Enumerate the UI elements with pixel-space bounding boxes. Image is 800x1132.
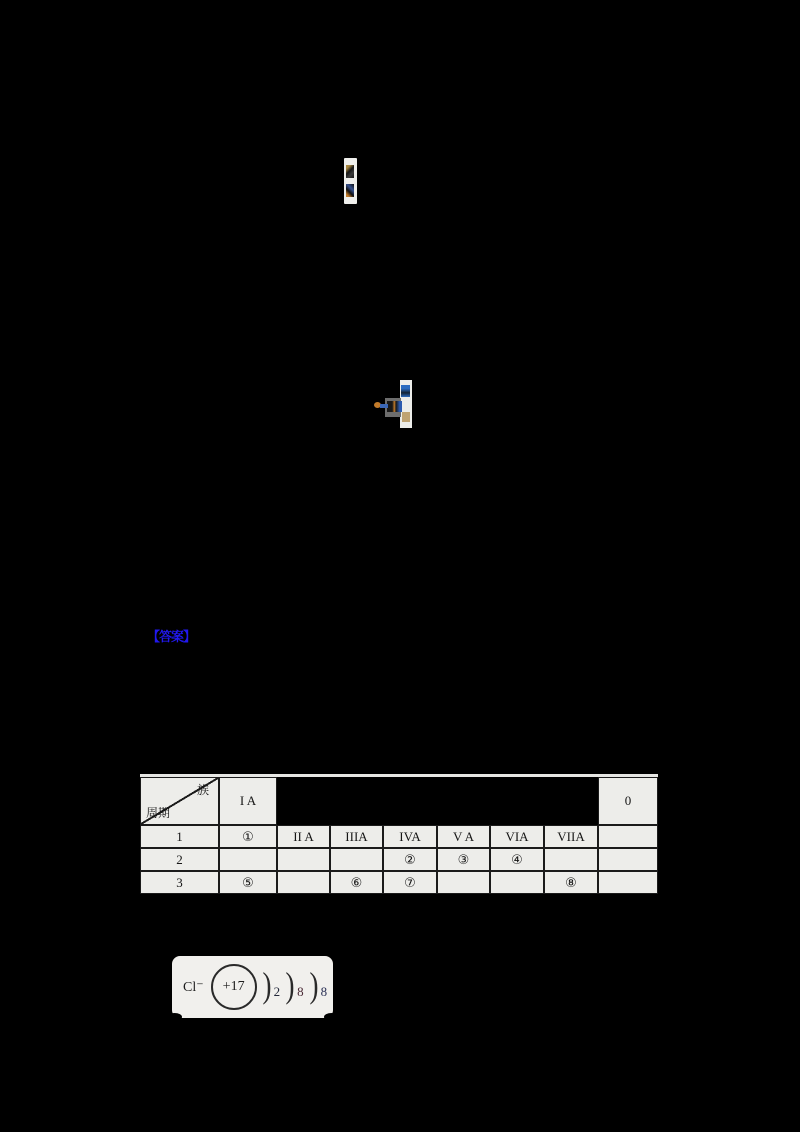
table-corner-cell xyxy=(140,777,219,825)
family-label: 族 xyxy=(196,783,209,797)
illegible-glyph xyxy=(387,401,402,412)
shell-electron-count: 8 xyxy=(297,984,304,999)
illegible-glyph xyxy=(346,184,354,197)
text-artifact xyxy=(167,1013,182,1021)
table-cell xyxy=(277,871,330,894)
table-cell: ⑥ xyxy=(330,871,383,894)
table-cell: ③ xyxy=(437,848,490,871)
period-row-label: 3 xyxy=(140,871,219,894)
illegible-glyph xyxy=(402,412,410,422)
header-gap xyxy=(277,777,598,825)
inline-formula-image xyxy=(344,158,357,204)
table-cell: II A xyxy=(277,825,330,848)
table-cell xyxy=(219,848,277,871)
nucleus-circle xyxy=(211,964,257,1010)
table-cell xyxy=(437,871,490,894)
table-cell xyxy=(490,871,544,894)
blue-dash xyxy=(380,404,388,408)
table-cell: ⑧ xyxy=(544,871,598,894)
group-ia-header: I A xyxy=(219,777,277,825)
illegible-glyph xyxy=(401,385,410,397)
table-cell: IVA xyxy=(383,825,437,848)
table-cell xyxy=(598,871,658,894)
table-cell: ① xyxy=(219,825,277,848)
shell-electron-count: 2 xyxy=(273,984,281,999)
ion-structure-diagram: Cl⁻ +17 ) 2 ) 8 ) 8 xyxy=(172,956,333,1018)
table-cell xyxy=(544,848,598,871)
group-zero-header: 0 xyxy=(598,777,658,825)
table-cell: V A xyxy=(437,825,490,848)
periodic-table xyxy=(140,774,658,894)
table-cell: VIA xyxy=(490,825,544,848)
table-cell: ⑤ xyxy=(219,871,277,894)
table-cell xyxy=(277,848,330,871)
table-cell xyxy=(330,848,383,871)
text-artifact xyxy=(324,1013,339,1021)
periodic-table-grid xyxy=(140,777,658,894)
table-cell: ⑦ xyxy=(383,871,437,894)
illegible-glyph xyxy=(346,165,354,178)
period-label: 周期 xyxy=(146,806,171,820)
table-cell xyxy=(598,848,658,871)
period-row-label: 1 xyxy=(140,825,219,848)
period-row-label: 2 xyxy=(140,848,219,871)
table-cell: VIIA xyxy=(544,825,598,848)
table-cell: ② xyxy=(383,848,437,871)
ion-label: Cl⁻ xyxy=(183,979,204,995)
table-cell xyxy=(598,825,658,848)
nucleus-charge: +17 xyxy=(222,979,245,994)
table-cell: ④ xyxy=(490,848,544,871)
shell-electron-count: 8 xyxy=(320,984,328,999)
table-cell: IIIA xyxy=(330,825,383,848)
inline-formula-image-2 xyxy=(372,380,418,428)
answer-link[interactable]: 【答案】 xyxy=(147,629,196,644)
